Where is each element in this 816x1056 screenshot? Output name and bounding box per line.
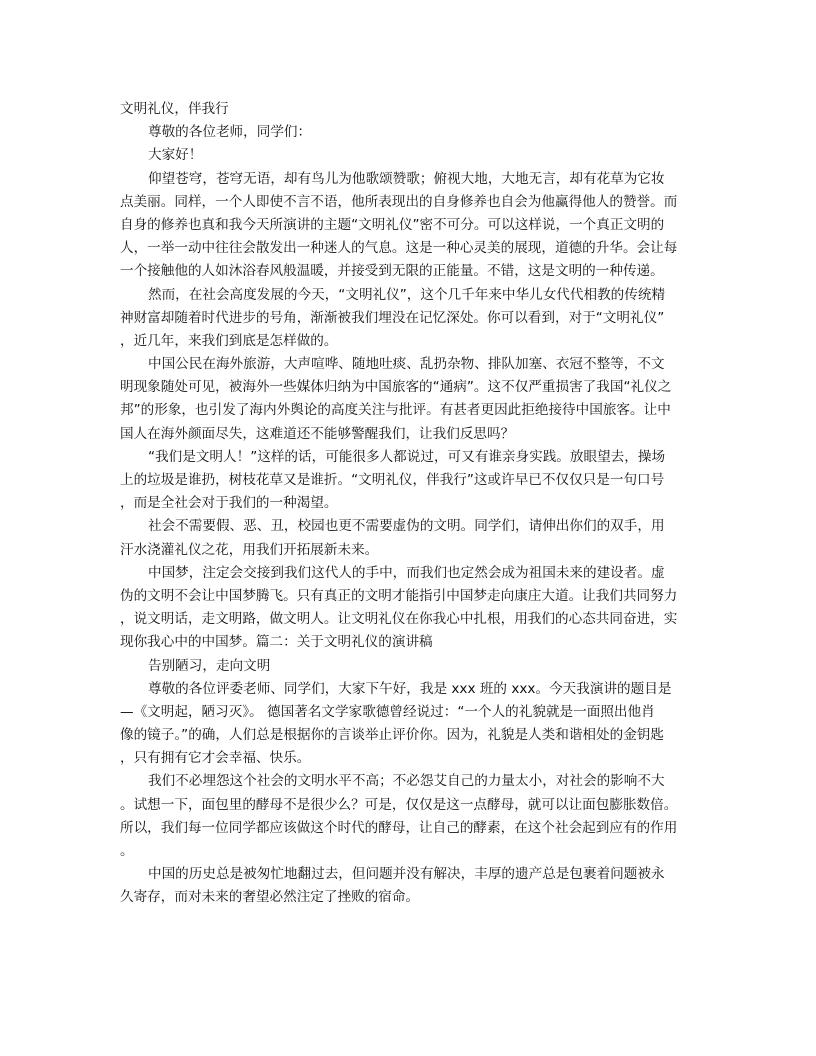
- text-line: 邦”的形象，也引发了海内外舆论的高度关注与批评。有甚者更因此拒绝接待中国旅客。让中: [120, 402, 671, 419]
- text-line: 仰望苍穹，苍穹无语，却有鸟儿为他歌颂赞歌；俯视大地，大地无言，却有花草为它妆: [148, 170, 665, 187]
- text-line: ，只有拥有它才会幸福、快乐。: [120, 750, 311, 767]
- text-line: 汗水浇灌礼仪之花，用我们开拓展新未来。: [120, 541, 379, 558]
- section-title: 告别陋习，走向文明: [148, 657, 271, 674]
- text-line: 像的镜子。”的确，人们总是根据你的言谈举止评价你。因为，礼貌是人类和谐相处的金钥匙: [120, 727, 664, 744]
- text-line: 国人在海外颜面尽失，这难道还不能够警醒我们，让我们反思吗？: [120, 425, 515, 442]
- text-line: ，说文明话，走文明路，做文明人。让文明礼仪在你我心中扎根，用我们的心态共同奋进，实: [120, 611, 678, 628]
- greeting: 大家好！: [148, 147, 203, 164]
- text-line: 。: [120, 843, 134, 859]
- text-line: 然而，在社会高度发展的今天，“文明礼仪”，这个几千年来中华儿女代代相教的传统精: [148, 286, 666, 303]
- text-line: 。试想一下，面包里的酵母不是很少么？可是，仅仅是这一点酵母，就可以让面包膨胀数倍。: [120, 796, 678, 813]
- text-line: ，而是全社会对于我们的一种渴望。: [120, 495, 338, 512]
- text-line: 尊敬的各位评委老师、同学们，大家下午好，我是 xxx 班的 xxx。今天我演讲的题目是: [148, 680, 672, 697]
- text-line: 伪的文明不会让中国梦腾飞。只有真正的文明才能指引中国梦走向康庄大道。让我们共同努力: [120, 587, 678, 604]
- document-body: [120, 98, 698, 910]
- text-line: 点美丽。同样，一个人即使不言不语，他所表现出的自身修养也自会为他赢得他人的赞誉。而: [120, 193, 678, 210]
- text-line: 明现象随处可见，被海外一些媒体归纳为中国旅客的“通病”。这不仅严重损害了我国“礼仪之: [120, 379, 672, 396]
- text-line: 社会不需要假、恶、丑，校园也更不需要虚伪的文明。同学们，请伸出你们的双手，用: [148, 518, 665, 535]
- text-line: ，近几年，来我们到底是怎样做的。: [120, 332, 338, 349]
- text-line: 神财富却随着时代进步的号角，渐渐被我们埋没在记忆深处。你可以看到，对于“文明礼仪”: [120, 309, 665, 326]
- text-line: “我们是文明人！”这样的话，可能很多人都说过，可又有谁亲身实践。放眼望去，操场: [148, 448, 666, 465]
- text-line: —《文明起，陋习灭》。 德国著名文学家歌德曾经说过：“一个人的礼貌就是一面照出他肖: [120, 703, 655, 720]
- text-line: 中国公民在海外旅游，大声喧哗、随地吐痰、乱扔杂物、排队加塞、衣冠不整等，不文: [148, 356, 665, 373]
- text-line: 人，一举一动中往往会散发出一种迷人的气息。这是一种心灵美的展现，道德的升华。会让每: [120, 240, 678, 257]
- text-line: 久寄存，而对未来的奢望必然注定了挫败的宿命。: [120, 889, 420, 906]
- text-line: 中国的历史总是被匆忙地翻过去，但问题并没有解决，丰厚的遗产总是包裹着问题被永: [148, 866, 665, 883]
- text-line: 一个接触他的人如沐浴春风般温暖，并接受到无限的正能量。不错，这是文明的一种传递。: [120, 263, 664, 280]
- salutation: 尊敬的各位老师，同学们：: [148, 124, 312, 141]
- text-line: 中国梦，注定会交接到我们这代人的手中，而我们也定然会成为祖国未来的建设者。虚: [148, 564, 665, 581]
- document-title: 文明礼仪，伴我行: [120, 101, 229, 117]
- text-line: 现你我心中的中国梦。篇二：关于文明礼仪的演讲稿: [120, 634, 433, 651]
- text-line: 所以，我们每一位同学都应该做这个时代的酵母，让自己的酵素，在这个社会起到应有的作用: [120, 819, 678, 836]
- text-line: 自身的修养也真和我今天所演讲的主题“文明礼仪”密不可分。可以这样说，一个真正文明的: [120, 216, 665, 233]
- text-line: 上的垃圾是谁扔，树枝花草又是谁折。“文明礼仪，伴我行”这或许早已不仅仅只是一句口号: [120, 472, 665, 488]
- text-line: 我们不必埋怨这个社会的文明水平不高；不必怨艾自己的力量太小，对社会的影响不大: [148, 773, 665, 790]
